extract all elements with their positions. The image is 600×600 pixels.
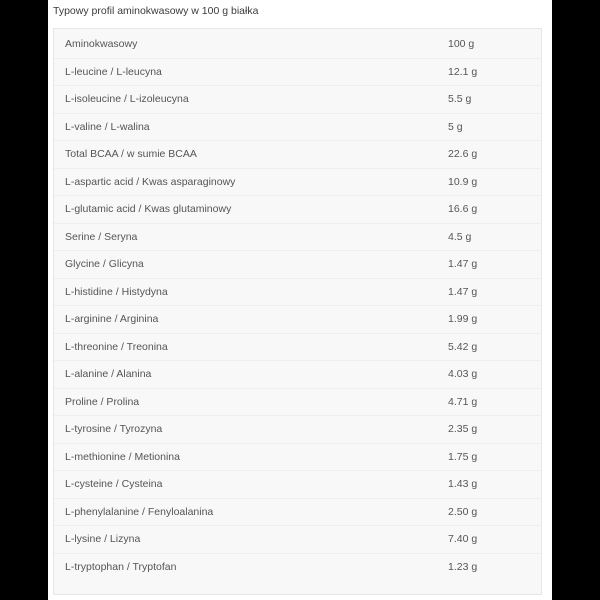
amino-acid-amount: 5.5 g (448, 93, 472, 106)
table-row (54, 195, 541, 223)
amino-acid-amount: 4.5 g (448, 230, 472, 243)
table-row (54, 113, 541, 141)
amino-acid-amount: 5 g (448, 120, 463, 133)
amino-acid-name: Proline / Prolina (65, 395, 140, 408)
amino-acid-amount: 1.47 g (448, 258, 478, 271)
amino-acid-amount: 1.47 g (448, 285, 478, 298)
amino-acid-amount: 1.43 g (448, 478, 478, 491)
amino-acid-name: L-tryptophan / Tryptofan (65, 560, 177, 573)
amino-acid-amount: 1.75 g (448, 450, 478, 463)
table-row (54, 30, 541, 58)
table-row (54, 168, 541, 196)
table-row (54, 415, 541, 443)
amino-acid-amount: 22.6 g (448, 148, 478, 161)
amino-acid-amount: 4.71 g (448, 395, 478, 408)
amino-acid-name: Aminokwasowy (65, 37, 138, 50)
table-row (54, 85, 541, 113)
table-row (54, 333, 541, 361)
amino-profile-title: Typowy profil aminokwasowy w 100 g białka (53, 5, 259, 17)
amino-acid-name: Total BCAA / w sumie BCAA (65, 148, 197, 161)
amino-acid-amount: 16.6 g (448, 203, 478, 216)
amino-acid-name: L-valine / L-walina (65, 120, 150, 133)
amino-acid-amount: 7.40 g (448, 533, 478, 546)
amino-acid-amount: 2.50 g (448, 505, 478, 518)
amino-acid-amount: 1.23 g (448, 560, 478, 573)
table-row (54, 470, 541, 498)
amino-acid-profile-table (53, 28, 542, 595)
amino-acid-name: L-aspartic acid / Kwas asparaginowy (65, 175, 236, 188)
table-row (54, 525, 541, 553)
amino-acid-name: L-cysteine / Cysteina (65, 478, 163, 491)
amino-acid-name: L-leucine / L-leucyna (65, 65, 162, 78)
table-row (54, 223, 541, 251)
amino-acid-name: L-phenylalanine / Fenyloalanina (65, 505, 214, 518)
table-row (54, 388, 541, 416)
table-row (54, 498, 541, 526)
amino-acid-name: L-histidine / Histydyna (65, 285, 168, 298)
amino-acid-name: Glycine / Glicyna (65, 258, 144, 271)
table-row (54, 553, 541, 581)
amino-acid-amount: 4.03 g (448, 368, 478, 381)
amino-acid-name: Serine / Seryna (65, 230, 138, 243)
amino-acid-amount: 12.1 g (448, 65, 478, 78)
table-row (54, 58, 541, 86)
amino-acid-name: L-glutamic acid / Kwas glutaminowy (65, 203, 232, 216)
amino-acid-name: L-arginine / Arginina (65, 313, 159, 326)
table-row (54, 305, 541, 333)
table-row (54, 250, 541, 278)
amino-acid-amount: 100 g (448, 37, 475, 50)
amino-acid-name: L-isoleucine / L-izoleucyna (65, 93, 189, 106)
table-row (54, 140, 541, 168)
table-row (54, 360, 541, 388)
amino-acid-name: L-methionine / Metionina (65, 450, 180, 463)
amino-acid-amount: 1.99 g (448, 313, 478, 326)
amino-acid-amount: 10.9 g (448, 175, 478, 188)
table-row (54, 443, 541, 471)
amino-acid-name: L-threonine / Treonina (65, 340, 168, 353)
amino-acid-amount: 2.35 g (448, 423, 478, 436)
product-page-content (48, 0, 552, 600)
table-row (54, 278, 541, 306)
amino-acid-name: L-alanine / Alanina (65, 368, 152, 381)
amino-acid-name: L-tyrosine / Tyrozyna (65, 423, 163, 436)
amino-acid-name: L-lysine / Lizyna (65, 533, 141, 546)
amino-acid-amount: 5.42 g (448, 340, 478, 353)
